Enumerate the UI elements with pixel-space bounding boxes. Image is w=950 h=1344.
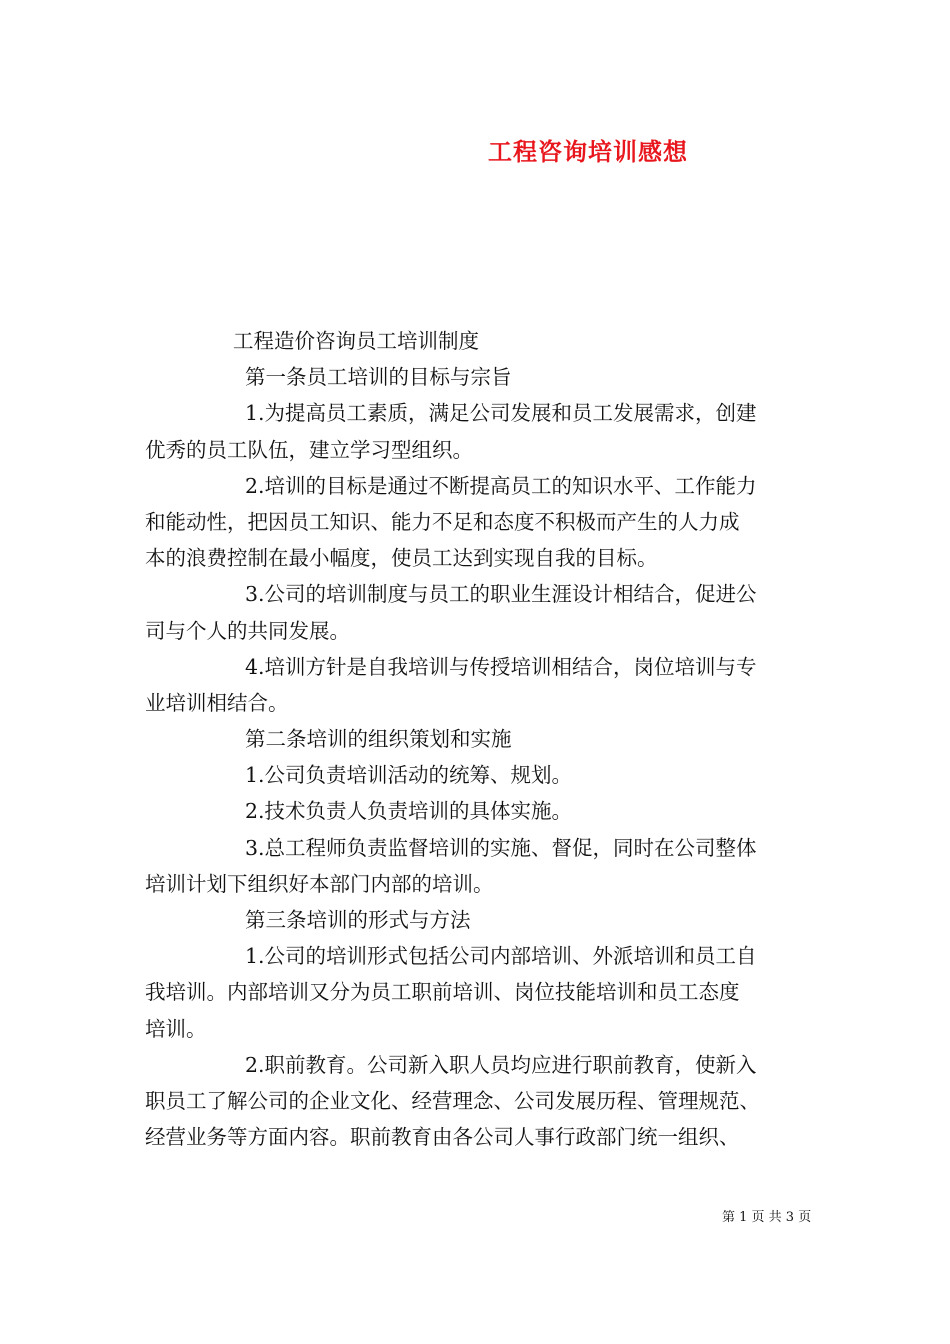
article-heading: 第一条员工培训的目标与宗旨	[245, 365, 512, 390]
paragraph-line: 2.技术负责人负责培训的具体实施。	[245, 799, 573, 824]
paragraph-line: 4.培训方针是自我培训与传授培训相结合，岗位培训与专	[245, 654, 757, 679]
page-number: 第 1 页 共 3 页	[722, 1210, 812, 1225]
paragraph-line: 1.公司的培训形式包括公司内部培训、外派培训和员工自	[245, 944, 757, 969]
paragraph-line: 2.培训的目标是通过不断提高员工的知识水平、工作能力	[245, 473, 757, 498]
paragraph-line: 司与个人的共同发展。	[145, 618, 350, 643]
paragraph-line: 3.公司的培训制度与员工的职业生涯设计相结合，促进公	[245, 582, 757, 607]
paragraph-line: 和能动性，把因员工知识、能力不足和态度不积极而产生的人力成	[145, 509, 740, 534]
paragraph-line: 1.公司负责培训活动的统筹、规划。	[245, 763, 573, 788]
paragraph-line: 我培训。内部培训又分为员工职前培训、岗位技能培训和员工态度	[145, 980, 740, 1005]
article-heading: 第三条培训的形式与方法	[245, 908, 471, 932]
paragraph-line: 本的浪费控制在最小幅度，使员工达到实现自我的目标。	[145, 546, 658, 571]
paragraph-line: 2.职前教育。公司新入职人员均应进行职前教育，使新入	[245, 1052, 757, 1077]
section-heading: 工程造价咨询员工培训制度	[233, 329, 479, 353]
paragraph-line: 职员工了解公司的企业文化、经营理念、公司发展历程、管理规范、	[145, 1088, 760, 1113]
paragraph-line: 经营业务等方面内容。职前教育由各公司人事行政部门统一组织、	[145, 1125, 740, 1150]
paragraph-line: 优秀的员工队伍，建立学习型组织。	[145, 437, 473, 462]
article-heading: 第二条培训的组织策划和实施	[245, 727, 512, 752]
paragraph-line: 1.为提高员工素质，满足公司发展和员工发展需求，创建	[245, 401, 757, 426]
paragraph-line: 业培训相结合。	[145, 690, 289, 715]
document-title: 工程咨询培训感想	[488, 137, 688, 166]
document-body	[145, 323, 813, 1155]
paragraph-line: 3.总工程师负责监督培训的实施、督促，同时在公司整体	[245, 835, 757, 860]
paragraph-line: 培训。	[145, 1016, 207, 1041]
paragraph-line: 培训计划下组织好本部门内部的培训。	[145, 871, 494, 896]
